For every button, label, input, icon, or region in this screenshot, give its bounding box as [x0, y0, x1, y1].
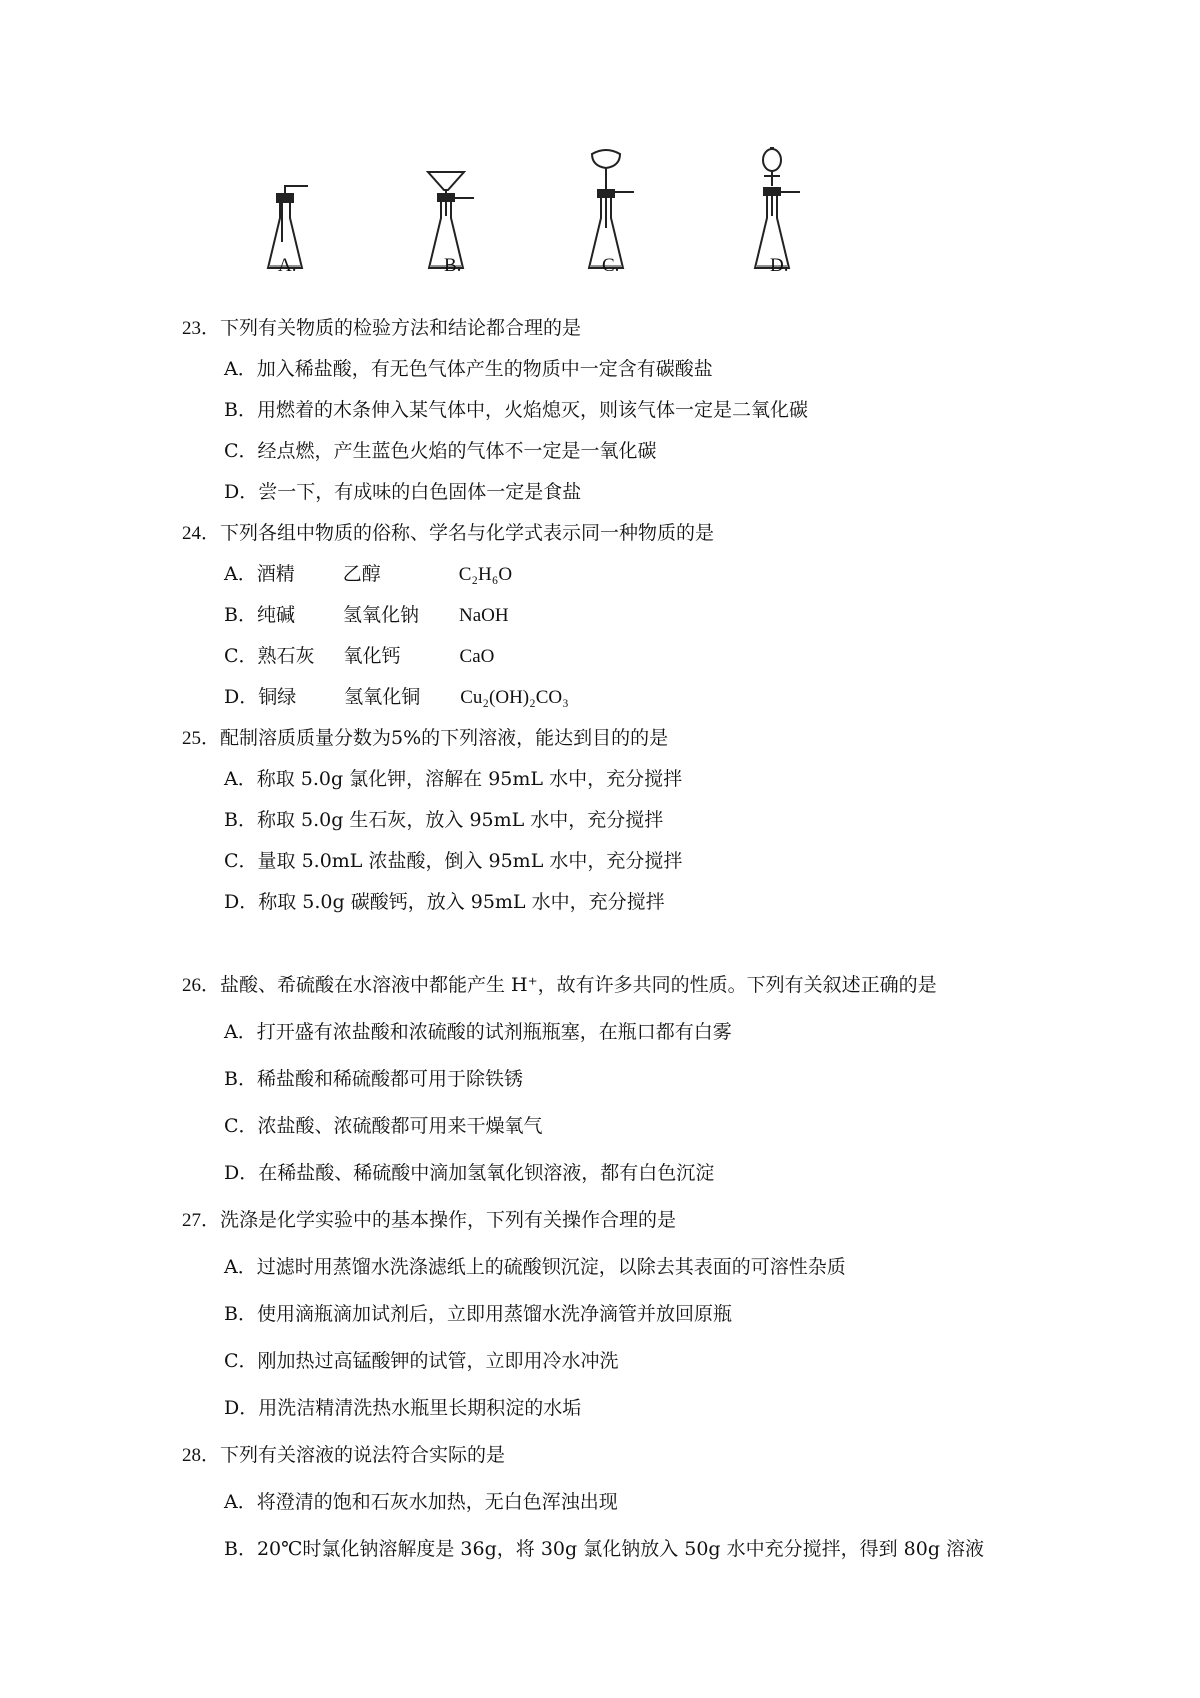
question-26: [182, 970, 937, 997]
question-number: 28．: [182, 1445, 221, 1466]
question-25-option-c: C．量取 5.0mL 浓盐酸，倒入 95mL 水中，充分搅拌: [224, 850, 683, 872]
question-27-option-b: B．使用滴瓶滴加试剂后，立即用蒸馏水洗净滴管并放回原瓶: [224, 1303, 732, 1325]
chemical-name: 乙醇: [342, 563, 381, 585]
question-26-option-a: A．打开盛有浓盐酸和浓硫酸的试剂瓶瓶塞，在瓶口都有白雾: [224, 1021, 732, 1043]
chemical-name: 氧化钙: [343, 645, 401, 667]
common-name: 铜绿: [258, 686, 297, 708]
question-number: 27．: [182, 1210, 221, 1231]
question-25-option-a: A．称取 5.0g 氯化钾，溶解在 95mL 水中，充分搅拌: [224, 768, 683, 790]
chemical-name: 氢氧化钠: [342, 604, 419, 626]
question-stem: 洗涤是化学实验中的基本操作，下列有关操作合理的是: [220, 1209, 677, 1231]
common-name: 酒精: [256, 563, 295, 585]
chemical-formula: Cu₂(OH)₂CO₃: [460, 687, 569, 708]
question-number: 25．: [182, 728, 221, 749]
question-28-option-a: A．将澄清的饱和石灰水加热，无白色浑浊出现: [224, 1491, 618, 1513]
question-stem: 下列有关溶液的说法符合实际的是: [220, 1444, 506, 1466]
question-23-option-d: D．尝一下，有成味的白色固体一定是食盐: [224, 481, 582, 503]
option-letter: D．: [224, 686, 259, 708]
option-letter: C．: [224, 645, 258, 667]
question-stem: 配制溶质质量分数为5%的下列溶液，能达到目的的是: [220, 727, 669, 749]
apparatus-figure: [0, 150, 1200, 300]
question-number: 26．: [182, 975, 221, 996]
chemical-formula: NaOH: [458, 605, 509, 626]
figure-label-d: D.: [770, 255, 789, 276]
question-26-option-d: D．在稀盐酸、稀硫酸中滴加氢氧化钡溶液，都有白色沉淀: [224, 1162, 715, 1184]
question-27: [182, 1205, 676, 1232]
question-25-option-d: D．称取 5.0g 碳酸钙，放入 95mL 水中，充分搅拌: [224, 891, 665, 913]
figure-label-b: B.: [444, 255, 462, 276]
question-25: [182, 723, 668, 750]
option-letter: A．: [224, 563, 257, 585]
chemical-name: 氢氧化铜: [344, 686, 421, 708]
chemical-formula: C₂H₆O: [458, 564, 513, 585]
question-23-option-c: C．经点燃，产生蓝色火焰的气体不一定是一氧化碳: [224, 440, 657, 462]
question-24: [182, 518, 714, 545]
chemical-formula: CaO: [459, 646, 495, 667]
question-28: [182, 1440, 505, 1467]
question-24-option-a: [224, 559, 512, 586]
question-number: 23．: [182, 318, 221, 339]
question-27-option-d: D．用洗洁精清洗热水瓶里长期积淀的水垢: [224, 1397, 582, 1419]
question-27-option-a: A．过滤时用蒸馏水洗涤滤纸上的硫酸钡沉淀，以除去其表面的可溶性杂质: [224, 1256, 846, 1278]
question-25-option-b: B．称取 5.0g 生石灰，放入 95mL 水中，充分搅拌: [224, 809, 664, 831]
question-23-option-b: B．用燃着的木条伸入某气体中，火焰熄灭，则该气体一定是二氧化碳: [224, 399, 808, 421]
question-stem: 下列各组中物质的俗称、学名与化学式表示同一种物质的是: [220, 522, 715, 544]
question-24-option-d: [224, 682, 569, 709]
common-name: 纯碱: [256, 604, 295, 626]
question-28-option-b: B．20℃时氯化钠溶解度是 36g，将 30g 氯化钠放入 50g 水中充分搅拌，得到 80g 溶液: [224, 1538, 985, 1560]
question-stem: 盐酸、希硫酸在水溶液中都能产生 H⁺，故有许多共同的性质。下列有关叙述正确的是: [220, 974, 937, 996]
question-24-option-c: [224, 641, 494, 668]
question-26-option-b: B．稀盐酸和稀硫酸都可用于除铁锈: [224, 1068, 523, 1090]
question-number: 24．: [182, 523, 221, 544]
option-letter: B．: [224, 604, 257, 626]
figure-label-a: A.: [278, 255, 297, 276]
common-name: 熟石灰: [257, 645, 315, 667]
question-stem: 下列有关物质的检验方法和结论都合理的是: [220, 317, 582, 339]
question-23: [182, 313, 581, 340]
question-24-option-b: [224, 600, 509, 627]
question-26-option-c: C．浓盐酸、浓硫酸都可用来干燥氧气: [224, 1115, 543, 1137]
figure-label-c: C.: [602, 255, 620, 276]
question-23-option-a: A．加入稀盐酸，有无色气体产生的物质中一定含有碳酸盐: [224, 358, 713, 380]
question-27-option-c: C．刚加热过高锰酸钾的试管，立即用冷水冲洗: [224, 1350, 619, 1372]
